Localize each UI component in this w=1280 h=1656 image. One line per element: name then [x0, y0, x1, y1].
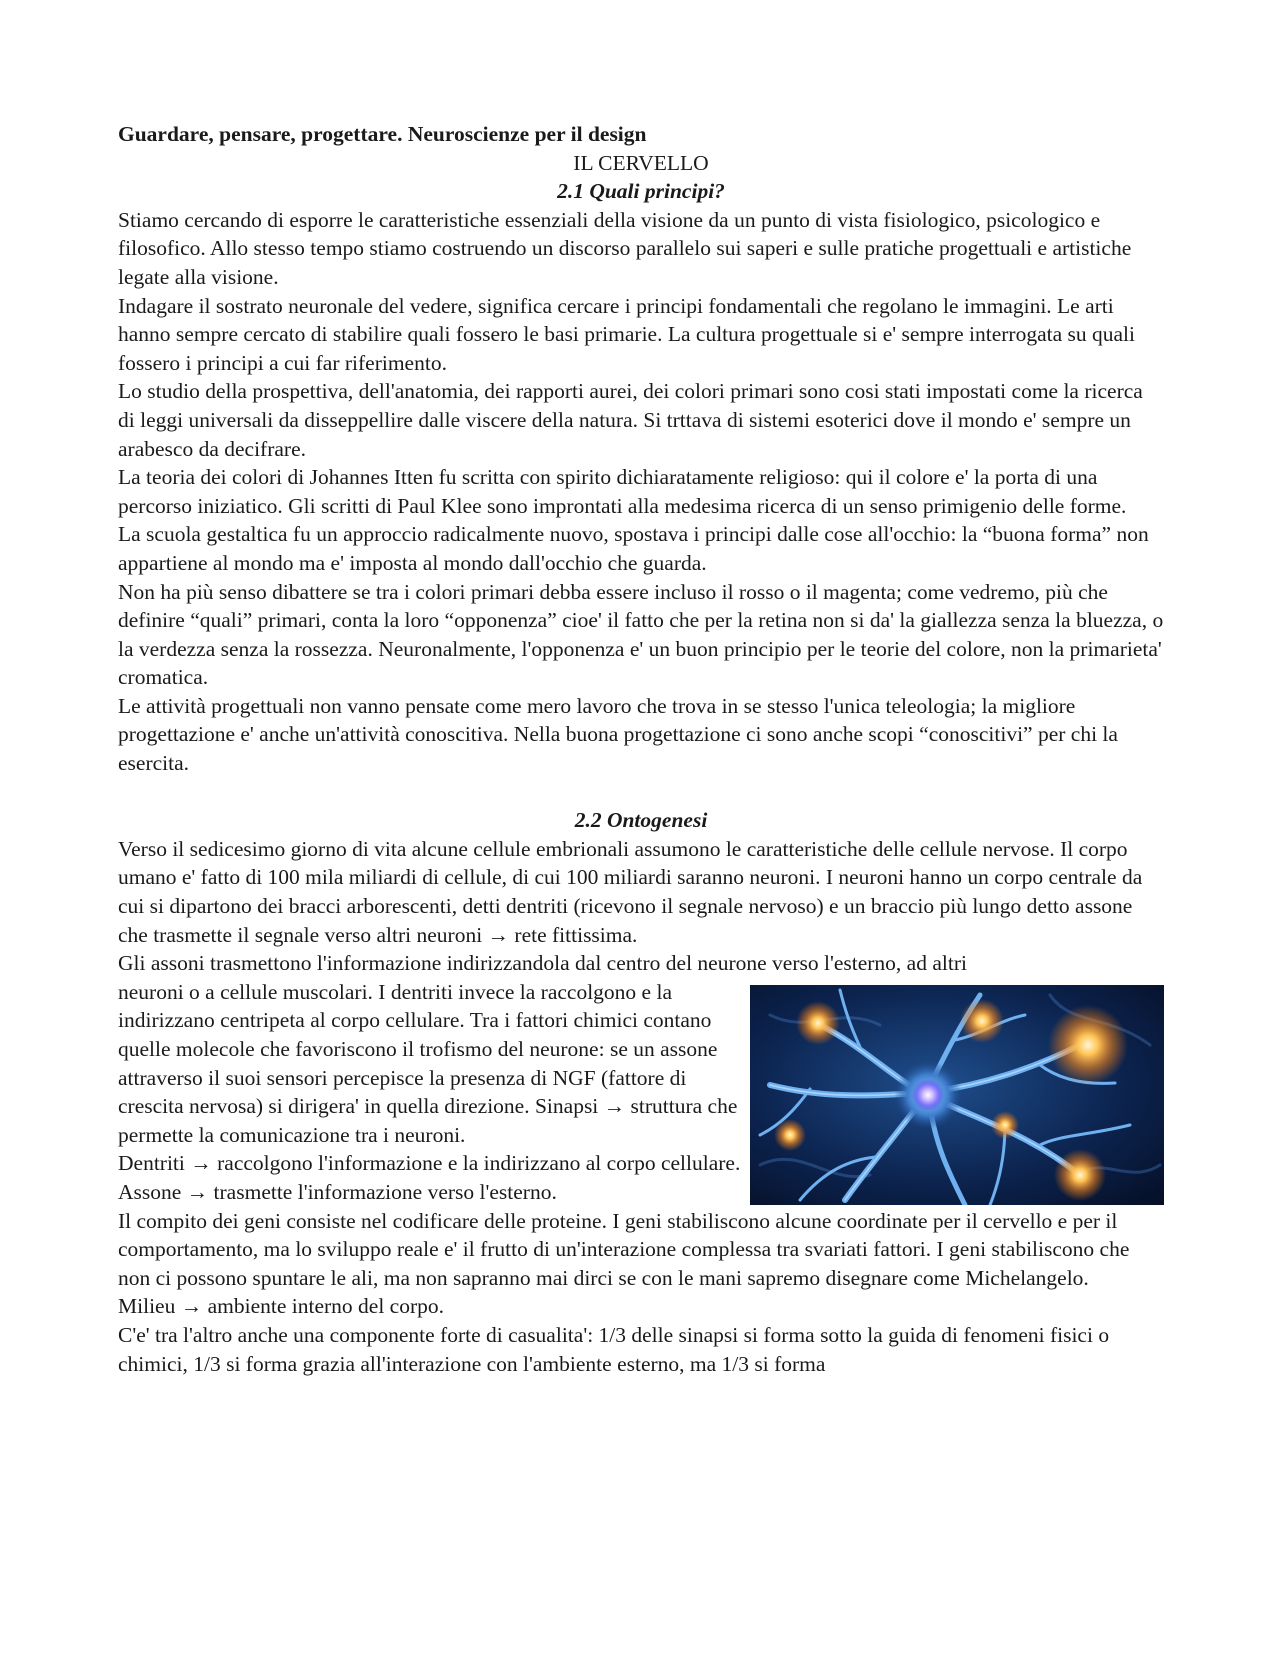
definition-milieu: Milieu → ambiente interno del corpo.: [118, 1294, 444, 1319]
paragraph: Indagare il sostrato neuronale del vedere, significa cercare i principi fondamentali che regolano le immagini. Le arti hanno sempre cercato di stabilire quali fossero le basi primarie. La cultura progettuale si e' sempre interrogata su quali fossero i principi a cui far riferimento.: [118, 293, 1135, 375]
section-heading-principi: 2.1 Quali principi?: [557, 179, 725, 204]
paragraph: Verso il sedicesimo giorno di vita alcune cellule embrionali assumono le caratteristiche delle cellule nervose. Il corpo umano e' fatto di 100 mila miliardi di cellule, di cui 100 miliardi saranno neuroni. I neuroni hanno un corpo centrale da cui si dipartono dei bracci arborescenti, detti dentriti (ricevono il segnale nervoso) e un braccio più lungo detto assone che trasmette il segnale verso altri neuroni → rete fittissima.: [118, 836, 1143, 947]
paragraph: C'e' tra l'altro anche una componente forte di casualita': 1/3 delle sinapsi si forma sotto la guida di fenomeni fisici o chimici, 1/3 si forma grazia all'interazione con l'ambiente esterno, ma 1/3 si forma: [118, 1322, 1110, 1376]
paragraph: Lo studio della prospettiva, dell'anatomia, dei rapporti aurei, dei colori primari sono cosi stati impostati come la ricerca di leggi universali da disseppellire dalle viscere della natura. Si trttava di sistemi esoterici dove il mondo e' sempre un arabesco da decifrare.: [118, 379, 1143, 461]
neuron-image: [750, 985, 1164, 1205]
chapter-title: IL CERVELLO: [573, 150, 709, 175]
document-title: Guardare, pensare, progettare. Neuroscienze per il design: [118, 122, 647, 146]
section-heading-ontogenesi: 2.2 Ontogenesi: [574, 808, 708, 833]
definition-dendrites: Dentriti → raccolgono l'informazione e la indirizzano al corpo cellulare.: [118, 1151, 741, 1176]
definition-axon: Assone → trasmette l'informazione verso l'esterno.: [118, 1179, 557, 1204]
paragraph: La teoria dei colori di Johannes Itten fu scritta con spirito dichiaratamente religioso: qui il colore e' la porta di una percorso iniziatico. Gli scritti di Paul Klee sono improntati alla medesima ricerca di un senso primigenio delle forme.: [118, 465, 1127, 518]
paragraph: Gli assoni trasmettono l'informazione indirizzandola dal centro del neurone verso l'esterno, ad altri: [118, 951, 967, 976]
paragraph-wrapped: neuroni o a cellule muscolari. I dentriti invece la raccolgono e la indirizzano centripeta al corpo cellulare. Tra i fattori chimici contano quelle molecole che favoriscono il trofismo del neurone: se un assone attraverso il suoi sensori percepisce la presenza di NGF (fattore di crescita nervosa) si dirigera' in quella direzione. Sinapsi → struttura che permette la comunicazione tra i neuroni.: [118, 979, 738, 1147]
paragraph: Le attività progettuali non vanno pensate come mero lavoro che trova in se stesso l'unica teleologia; la migliore progettazione e' anche un'attività conoscitiva. Nella buona progettazione ci sono anche scopi “conoscitivi” per chi la esercita.: [118, 693, 1118, 776]
blank-line: [118, 778, 1164, 807]
neuron-illustration-icon: [750, 985, 1164, 1205]
paragraph: Non ha più senso dibattere se tra i colori primari debba essere incluso il rosso o il magenta; come vedremo, più che definire “quali” primari, conta la loro “opponenza” cioe' il fatto che per la retina non si da' la giallezza senza la bluezza, o la verdezza senza la rossezza. Neuronalmente, l'opponenza e' un buon principio per le teorie del colore, non la primarieta' cromatica.: [118, 579, 1164, 690]
paragraph: La scuola gestaltica fu un approccio radicalmente nuovo, spostava i principi dalle cose all'occhio: la “buona forma” non appartiene al mondo ma e' imposta al mondo dall'occhio che guarda.: [118, 522, 1149, 575]
paragraph: Il compito dei geni consiste nel codificare delle proteine. I geni stabiliscono alcune coordinate per il cervello e per il comportamento, ma lo sviluppo reale e' il frutto di un'interazione complessa tra svariati fattori. I geni stabiliscono che non ci possono spuntare le ali, ma non sapranno mai dirci se con le mani sapremo disegnare come Michelangelo.: [118, 1208, 1130, 1290]
paragraph: Stiamo cercando di esporre le caratteristiche essenziali della visione da un punto di vista fisiologico, psicologico e filosofico. Allo stesso tempo stiamo costruendo un discorso parallelo sui saperi e sulle pratiche progettuali e artistiche legate alla visione.: [118, 207, 1132, 289]
document-page: [118, 120, 1164, 1378]
